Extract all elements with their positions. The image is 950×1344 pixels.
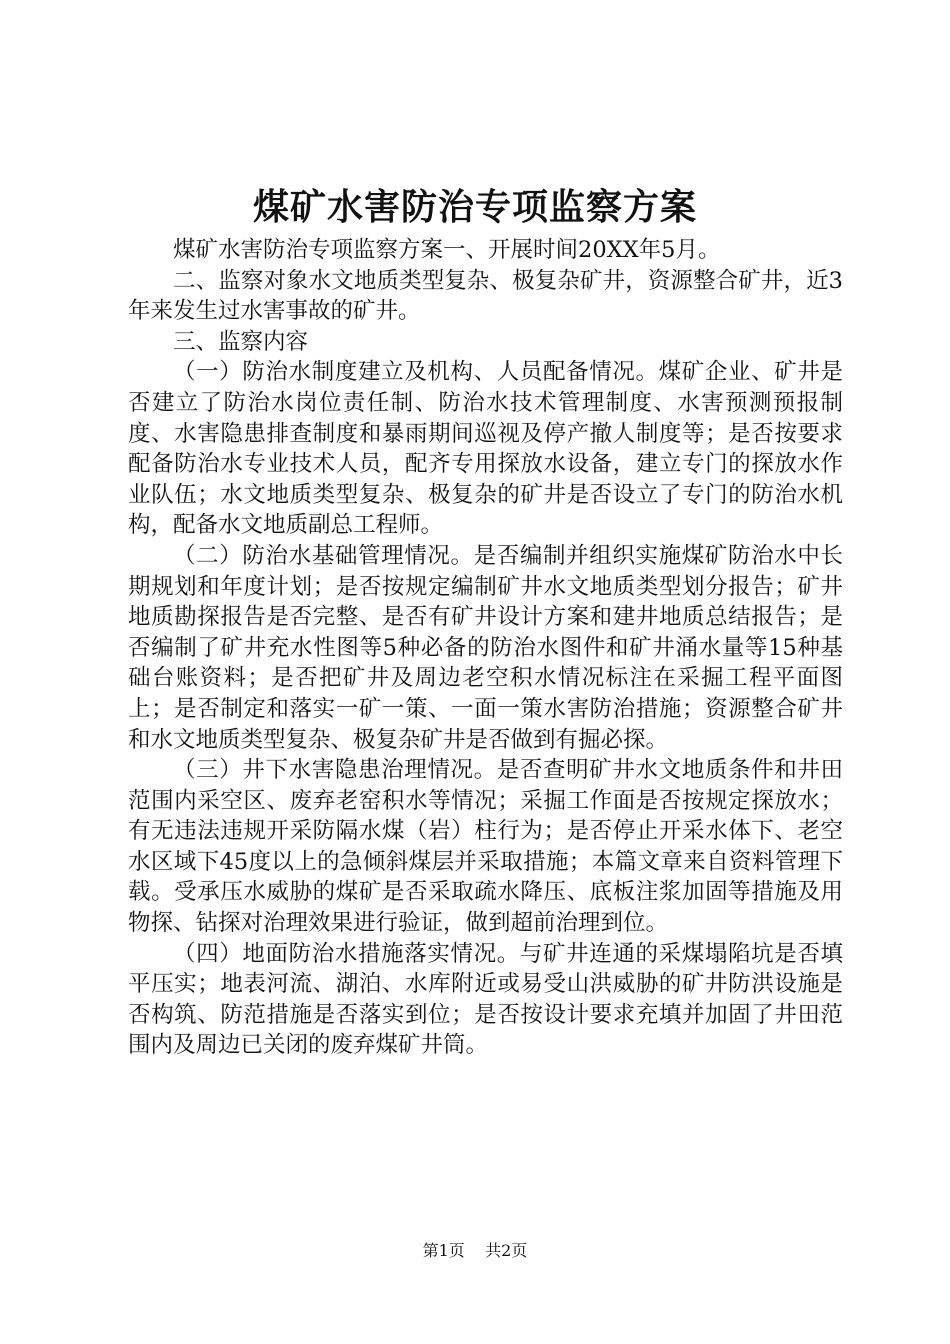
paragraph-section-2: （二）防治水基础管理情况。是否编制并组织实施煤矿防治水中长期规划和年度计划；是否按规定编制矿井水文地质类型划分报告；矿井地质勘探报告是否完整、是否有矿井设计方案和建井地质总结报告；是否编制了矿井充水性图等5种必备的防治水图件和矿井涌水量等15种基础台账资料；是否把矿井及周边老空积水情况标注在采掘工程平面图上；是否制定和落实一矿一策、一面一策水害防治措施；资源整合矿井和水文地质类型复杂、极复杂矿井是否做到有掘必探。 <box>128 542 843 753</box>
document-body <box>128 235 843 1061</box>
page-number-current: 第1页 <box>422 1241 465 1260</box>
page-number-total: 共2页 <box>485 1241 528 1260</box>
page-footer <box>0 1240 950 1262</box>
paragraph-section-3: （三）井下水害隐患治理情况。是否查明矿井水文地质条件和井田范围内采空区、废弃老窑积水等情况；采掘工作面是否按规定探放水；有无违法违规开采防隔水煤（岩）柱行为；是否停止开采水体下、老空水区域下45度以上的急倾斜煤层并采取措施；本篇文章来自资料管理下载。受承压水威胁的煤矿是否采取疏水降压、底板注浆加固等措施及用物探、钻探对治理效果进行验证，做到超前治理到位。 <box>128 757 843 937</box>
paragraph-supervision-targets: 二、监察对象水文地质类型复杂、极复杂矿井，资源整合矿井，近3年来发生过水害事故的矿井。 <box>128 267 843 325</box>
paragraph-section-1: （一）防治水制度建立及机构、人员配备情况。煤矿企业、矿井是否建立了防治水岗位责任制、防治水技术管理制度、水害预测预报制度、水害隐患排查制度和暴雨期间巡视及停产撤人制度等；是否按要求配备防治水专业技术人员，配齐专用探放水设备，建立专门的探放水作业队伍；水文地质类型复杂、极复杂的矿井是否设立了专门的防治水机构，配备水文地质副总工程师。 <box>128 359 843 539</box>
paragraph-supervision-content-heading: 三、监察内容 <box>173 328 309 355</box>
paragraph-intro: 煤矿水害防治专项监察方案一、开展时间20XX年5月。 <box>173 237 721 263</box>
document-title: 煤矿水害防治专项监察方案 <box>252 186 697 228</box>
paragraph-section-4: （四）地面防治水措施落实情况。与矿井连通的采煤塌陷坑是否填平压实；地表河流、湖泊、水库附近或易受山洪威胁的矿井防洪设施是否构筑、防范措施是否落实到位；是否按设计要求充填并加固了井田范围内及周边已关闭的废弃煤矿井筒。 <box>128 940 843 1059</box>
